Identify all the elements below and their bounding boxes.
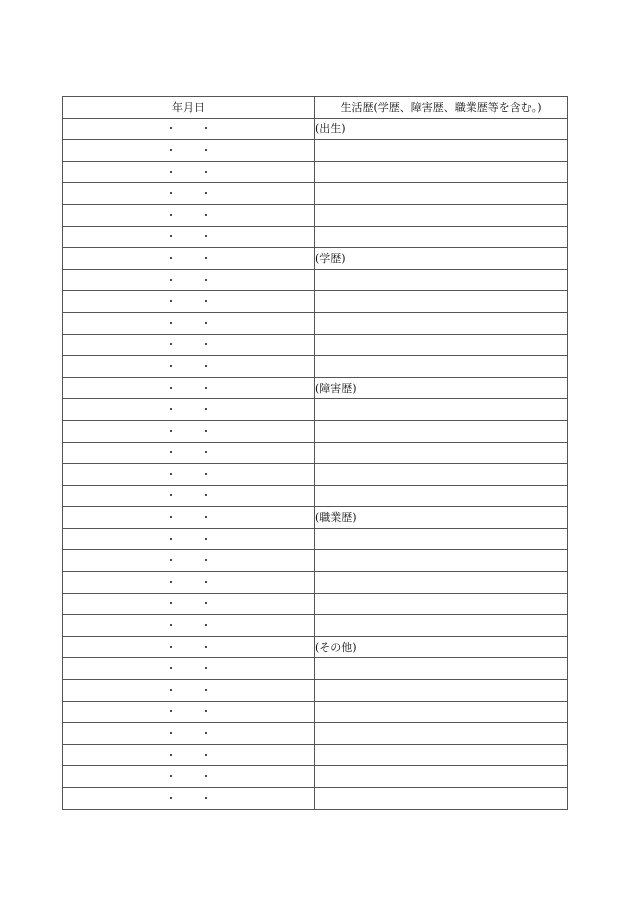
life-history-cell[interactable] (315, 399, 568, 421)
date-cell[interactable] (63, 680, 315, 702)
date-cell[interactable] (63, 507, 315, 529)
date-separator: ・ (165, 640, 177, 654)
life-history-cell[interactable] (315, 788, 568, 810)
date-separator: ・ (165, 748, 177, 762)
table-row (63, 442, 568, 464)
life-history-cell[interactable] (315, 269, 568, 291)
date-separator: ・ (165, 208, 177, 222)
life-history-cell[interactable] (315, 572, 568, 594)
date-separator: ・ (165, 251, 177, 265)
date-separator: ・ (165, 230, 177, 244)
date-separator: ・ (200, 359, 212, 373)
date-separator: ・ (200, 791, 212, 805)
table-row (63, 399, 568, 421)
table-row (63, 377, 568, 399)
life-history-cell[interactable] (315, 334, 568, 356)
date-separator: ・ (165, 122, 177, 136)
date-separator: ・ (165, 403, 177, 417)
date-separator: ・ (200, 770, 212, 784)
date-cell[interactable] (63, 161, 315, 183)
life-history-cell[interactable] (315, 550, 568, 572)
date-separator: ・ (200, 467, 212, 481)
date-separator: ・ (200, 489, 212, 503)
date-separator: ・ (200, 338, 212, 352)
date-separator: ・ (165, 511, 177, 525)
date-cell[interactable] (63, 118, 315, 140)
table-row (63, 334, 568, 356)
date-separator: ・ (165, 554, 177, 568)
date-cell[interactable] (63, 485, 315, 507)
date-separator: ・ (165, 165, 177, 179)
table-row (63, 356, 568, 378)
date-separator: ・ (200, 575, 212, 589)
date-separator: ・ (165, 424, 177, 438)
date-separator: ・ (200, 619, 212, 633)
date-cell[interactable] (63, 701, 315, 723)
date-separator: ・ (165, 316, 177, 330)
date-cell[interactable] (63, 140, 315, 162)
table-row (63, 788, 568, 810)
life-history-cell[interactable] (315, 312, 568, 334)
life-history-cell[interactable]: (その他) (315, 636, 568, 658)
life-history-cell[interactable] (315, 615, 568, 637)
life-history-cell[interactable] (315, 593, 568, 615)
life-history-cell[interactable] (315, 183, 568, 205)
table-row (63, 204, 568, 226)
life-history-cell[interactable] (315, 723, 568, 745)
date-separator: ・ (200, 143, 212, 157)
date-separator: ・ (165, 467, 177, 481)
date-cell[interactable] (63, 356, 315, 378)
date-cell[interactable] (63, 615, 315, 637)
date-cell[interactable] (63, 420, 315, 442)
date-separator: ・ (165, 683, 177, 697)
life-history-cell[interactable]: (職業歴) (315, 507, 568, 529)
life-history-cell[interactable]: (障害歴) (315, 377, 568, 399)
date-separator: ・ (200, 748, 212, 762)
date-cell[interactable] (63, 377, 315, 399)
date-cell[interactable] (63, 312, 315, 334)
date-separator: ・ (165, 532, 177, 546)
date-cell[interactable] (63, 766, 315, 788)
date-separator: ・ (200, 165, 212, 179)
table-row (63, 701, 568, 723)
date-separator: ・ (200, 316, 212, 330)
life-history-cell[interactable] (315, 161, 568, 183)
date-cell[interactable] (63, 723, 315, 745)
date-separator: ・ (165, 338, 177, 352)
date-cell[interactable] (63, 442, 315, 464)
date-separator: ・ (165, 727, 177, 741)
date-separator: ・ (200, 251, 212, 265)
date-cell[interactable] (63, 334, 315, 356)
life-history-cell[interactable] (315, 464, 568, 486)
date-separator: ・ (200, 187, 212, 201)
life-history-cell[interactable] (315, 485, 568, 507)
date-separator: ・ (200, 532, 212, 546)
life-history-cell[interactable] (315, 420, 568, 442)
date-separator: ・ (165, 705, 177, 719)
date-separator: ・ (165, 489, 177, 503)
table-row (63, 291, 568, 313)
date-separator: ・ (165, 295, 177, 309)
date-separator: ・ (200, 122, 212, 136)
date-separator: ・ (200, 273, 212, 287)
date-separator: ・ (200, 662, 212, 676)
date-cell[interactable] (63, 204, 315, 226)
date-separator: ・ (200, 295, 212, 309)
life-history-cell[interactable] (315, 701, 568, 723)
table-row (63, 161, 568, 183)
date-separator: ・ (200, 511, 212, 525)
table-row (63, 226, 568, 248)
table-row (63, 140, 568, 162)
date-separator: ・ (165, 359, 177, 373)
date-cell[interactable] (63, 248, 315, 270)
date-cell[interactable] (63, 550, 315, 572)
life-history-cell[interactable] (315, 766, 568, 788)
table-row (63, 550, 568, 572)
date-separator: ・ (165, 446, 177, 460)
date-cell[interactable] (63, 291, 315, 313)
life-history-cell[interactable] (315, 658, 568, 680)
date-separator: ・ (200, 381, 212, 395)
date-cell[interactable] (63, 658, 315, 680)
date-cell[interactable] (63, 226, 315, 248)
table-row (63, 485, 568, 507)
date-cell[interactable] (63, 572, 315, 594)
date-separator: ・ (200, 640, 212, 654)
life-history-cell[interactable] (315, 356, 568, 378)
life-history-cell[interactable] (315, 528, 568, 550)
table-row (63, 658, 568, 680)
date-separator: ・ (165, 381, 177, 395)
table-row (63, 269, 568, 291)
life-history-cell[interactable] (315, 204, 568, 226)
table-row (63, 593, 568, 615)
life-history-cell[interactable] (315, 680, 568, 702)
date-separator: ・ (200, 705, 212, 719)
date-separator: ・ (200, 683, 212, 697)
date-separator: ・ (200, 446, 212, 460)
table-row (63, 636, 568, 658)
date-separator: ・ (200, 597, 212, 611)
date-cell[interactable] (63, 183, 315, 205)
table-row (63, 183, 568, 205)
date-separator: ・ (165, 662, 177, 676)
table-row (63, 118, 568, 140)
table-row (63, 528, 568, 550)
date-separator: ・ (165, 791, 177, 805)
table-row (63, 464, 568, 486)
table-row (63, 680, 568, 702)
header-row (63, 97, 568, 119)
table-row (63, 420, 568, 442)
table-row (63, 507, 568, 529)
table-body (63, 118, 568, 809)
table-row (63, 572, 568, 594)
date-separator: ・ (165, 273, 177, 287)
table-row (63, 615, 568, 637)
table-row (63, 248, 568, 270)
life-history-cell[interactable] (315, 442, 568, 464)
date-cell[interactable] (63, 269, 315, 291)
date-separator: ・ (165, 597, 177, 611)
date-separator: ・ (165, 187, 177, 201)
date-separator: ・ (200, 403, 212, 417)
date-separator: ・ (165, 619, 177, 633)
table-row (63, 766, 568, 788)
date-cell[interactable] (63, 636, 315, 658)
date-separator: ・ (165, 143, 177, 157)
date-separator: ・ (165, 770, 177, 784)
date-cell[interactable] (63, 528, 315, 550)
table-row (63, 744, 568, 766)
date-cell[interactable] (63, 399, 315, 421)
life-history-table (62, 96, 568, 810)
table-row (63, 312, 568, 334)
life-history-cell[interactable]: (出生) (315, 118, 568, 140)
date-separator: ・ (165, 575, 177, 589)
life-history-cell[interactable]: (学歴) (315, 248, 568, 270)
date-cell[interactable] (63, 744, 315, 766)
life-history-cell[interactable] (315, 226, 568, 248)
date-cell[interactable] (63, 788, 315, 810)
life-history-column-header: 生活歴(学歴、障害歴、職業歴等を含む。) (315, 97, 568, 119)
date-separator: ・ (200, 424, 212, 438)
date-separator: ・ (200, 230, 212, 244)
date-cell[interactable] (63, 464, 315, 486)
life-history-cell[interactable] (315, 291, 568, 313)
life-history-cell[interactable] (315, 140, 568, 162)
date-separator: ・ (200, 208, 212, 222)
table-row (63, 723, 568, 745)
date-column-header: 年月日 (63, 97, 315, 119)
date-separator: ・ (200, 554, 212, 568)
date-separator: ・ (200, 727, 212, 741)
date-cell[interactable] (63, 593, 315, 615)
life-history-cell[interactable] (315, 744, 568, 766)
